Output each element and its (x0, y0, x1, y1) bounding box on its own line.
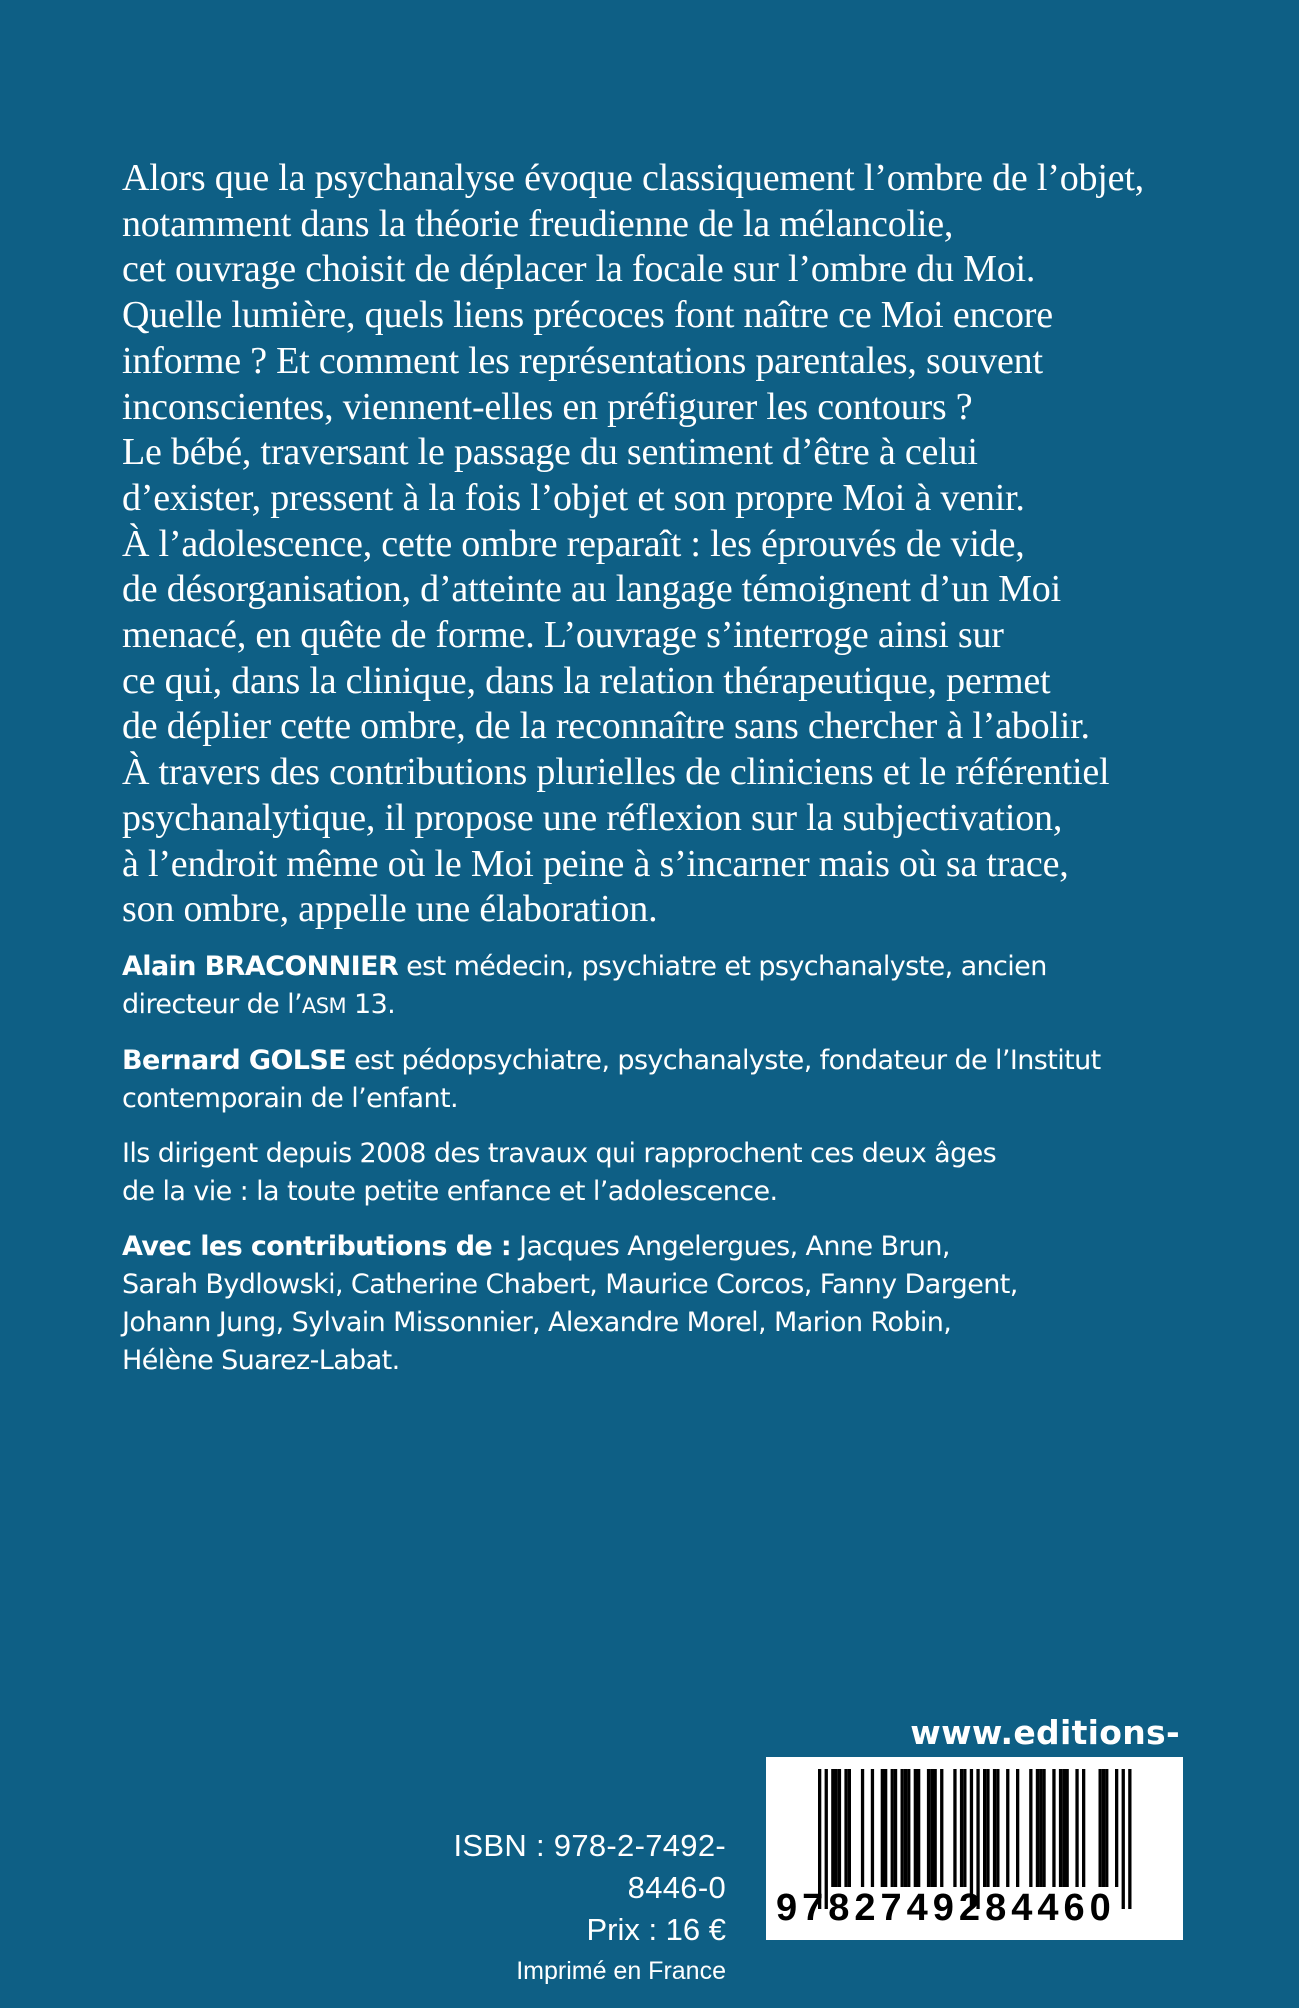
barcode-bar (838, 1769, 841, 1887)
blurb-line: Le bébé, traversant le passage du sentiment d’être à celui (122, 431, 978, 474)
barcode-bar (960, 1769, 963, 1887)
barcode-bar (831, 1769, 834, 1887)
barcode-bar (996, 1769, 999, 1887)
author-bio-golse (122, 1042, 1202, 1118)
barcode-bar (891, 1769, 894, 1887)
barcode-bar (835, 1769, 838, 1887)
blurb-line: Alors que la psychanalyse évoque classiquement l’ombre de l’objet, (122, 157, 1144, 199)
blurb-line: notamment dans la théorie freudienne de la mélancolie, (122, 202, 954, 245)
author-name: Alain BRACONNIER (122, 951, 399, 982)
barcode-bar (930, 1769, 933, 1887)
contributors (122, 1228, 1202, 1380)
printed-in: Imprimé en France (516, 1957, 726, 1985)
blurb-line: psychanalytique, il propose une réflexion sur la subjectivation, (122, 796, 1063, 839)
joint-bio (122, 1135, 1202, 1211)
barcode-bar (1016, 1769, 1019, 1887)
blurb-line: ce qui, dans la clinique, dans la relation thérapeutique, permet (122, 659, 1051, 702)
barcode-bar (1115, 1769, 1118, 1887)
barcode-bar (894, 1769, 897, 1887)
barcode-bar (1099, 1769, 1102, 1887)
barcode-bar (914, 1769, 917, 1887)
barcode-bar (1029, 1769, 1032, 1887)
barcode-bar (1039, 1769, 1042, 1887)
barcode-bar (1102, 1769, 1105, 1887)
blurb-line: menacé, en quête de forme. L’ouvrage s’interroge ainsi sur (122, 614, 1004, 657)
barcode-bar (1042, 1769, 1045, 1887)
barcode-bar (1075, 1769, 1078, 1887)
barcode-bar (1062, 1769, 1065, 1887)
author-bios (122, 948, 1202, 1380)
blurb-line: de désorganisation, d’atteinte au langage témoignent d’un Moi (122, 568, 1061, 611)
barcode-digits: 9782749284460 (776, 1887, 1116, 1929)
bio-text: de la vie : la toute petite enfance et l’adolescence. (122, 1176, 778, 1207)
publisher-url[interactable]: www.editions- (910, 1713, 1180, 1752)
bio-text: est pédopsychiatre, psychanalyste, fondateur de l’Institut (346, 1045, 1101, 1076)
contributors-text: Sarah Bydlowski, Catherine Chabert, Maurice Corcos, Fanny Dargent, (122, 1269, 1018, 1300)
author-name: Bernard GOLSE (122, 1045, 347, 1076)
barcode-bar (986, 1769, 989, 1887)
barcode-bar (993, 1769, 996, 1887)
barcode (766, 1757, 1183, 1940)
barcode-bar (848, 1769, 851, 1887)
blurb-line: son ombre, appelle une élaboration. (122, 888, 658, 931)
isbn-block (420, 1825, 726, 1991)
contributors-text: Johann Jung, Sylvain Missonnier, Alexandre Morel, Marion Robin, (122, 1307, 952, 1338)
barcode-bar (1082, 1769, 1085, 1887)
contributors-label: Avec les contributions de : (122, 1231, 512, 1262)
barcode-bar (1105, 1769, 1108, 1887)
back-cover-blurb (122, 156, 1212, 933)
barcode-bar (940, 1769, 943, 1887)
blurb-line: Quelle lumière, quels liens précoces font naître ce Moi encore (122, 294, 1053, 337)
blurb-line: de déplier cette ombre, de la reconnaître sans chercher à l’abolir. (122, 705, 1090, 748)
barcode-bar (907, 1769, 910, 1887)
barcode-bar (927, 1769, 930, 1887)
blurb-line: À travers des contributions plurielles de cliniciens et le référentiel (122, 751, 1110, 794)
barcode-bar (983, 1769, 986, 1887)
barcode-bar (934, 1769, 937, 1887)
bio-text: 13. (346, 989, 396, 1020)
barcode-bar (1066, 1769, 1069, 1887)
barcode-bar (963, 1769, 966, 1887)
price: Prix : 16 € (586, 1912, 726, 1947)
barcode-bar (1036, 1769, 1039, 1887)
blurb-line: à l’endroit même où le Moi peine à s’incarner mais où sa trace, (122, 842, 1069, 885)
barcode-bar (953, 1769, 956, 1887)
barcode-bar (917, 1769, 920, 1887)
blurb-line: informe ? Et comment les représentations parentales, souvent (122, 339, 1043, 382)
isbn-number: ISBN : 978-2-7492-8446-0 (453, 1828, 726, 1905)
bio-text: directeur de l’ (122, 989, 303, 1020)
bio-text: est médecin, psychiatre et psychanalyste, ancien (398, 951, 1047, 982)
barcode-bar (884, 1769, 887, 1887)
barcode-bar (871, 1769, 874, 1887)
barcode-bar (1006, 1769, 1009, 1887)
barcode-bar (1052, 1769, 1055, 1887)
blurb-line: d’exister, pressent à la fois l’objet et son propre Moi à venir. (122, 476, 1025, 519)
barcode-bar (844, 1769, 847, 1887)
bio-text: contemporain de l’enfant. (122, 1083, 458, 1114)
blurb-line: À l’adolescence, cette ombre reparaît : les éprouvés de vide, (122, 522, 1025, 565)
barcode-bar (881, 1769, 884, 1887)
contributors-text: Jacques Angelergues, Anne Brun, (511, 1231, 950, 1262)
bio-text-smallcaps: ASM (302, 994, 347, 1018)
author-bio-braconnier (122, 948, 1202, 1025)
blurb-line: cet ouvrage choisit de déplacer la focale sur l’ombre du Moi. (122, 248, 1036, 291)
barcode-bar (901, 1769, 904, 1887)
barcode-bar (904, 1769, 907, 1887)
blurb-line: inconscientes, viennent-elles en préfigurer les contours ? (122, 385, 973, 428)
contributors-text: Hélène Suarez-Labat. (122, 1345, 400, 1376)
barcode-bar (1059, 1769, 1062, 1887)
bio-text: Ils dirigent depuis 2008 des travaux qui rapprochent ces deux âges (122, 1138, 997, 1169)
barcode-bar (861, 1769, 864, 1887)
